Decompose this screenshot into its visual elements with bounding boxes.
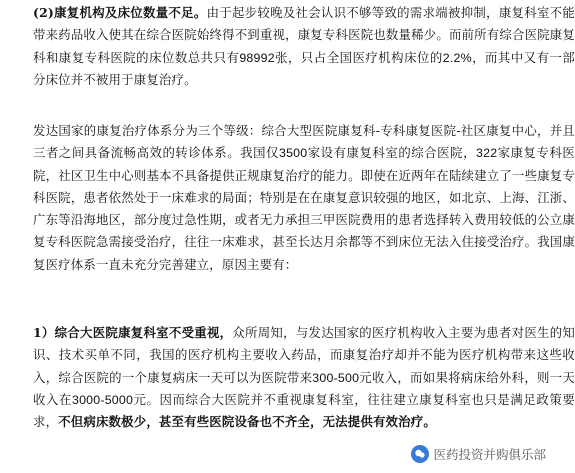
paragraph-text: 众所周知，与发达国家的医疗机构收入主要为患者对医生的知识、技术买单不同，我国的医疗机构主要收入药品，而康复治疗却并不能为医疗机构带来这些收入，综合医院的一个康复病床一天可以为医院带来 (33, 325, 575, 385)
surgery-revenue-number: 3000-5000 (72, 392, 134, 407)
paragraph-bed-shortage (8, 2, 575, 91)
watermark-label: 医药投资并购俱乐部 (433, 447, 546, 462)
paragraph-text: 家设有康复科室的综合医院， (307, 145, 477, 161)
hospital-count-number: 3500 (278, 146, 308, 161)
paragraph-text: 张，只占全国医疗机构床位的 (274, 49, 443, 65)
paragraph-text: 家康复专科医院，社区卫生中心则基本不具备提供正规康复治疗的能力。即使在近两年在陆续建立了一些康复专科医院，患者依然处于一床难求的局面；特别是在在康复意识较强的地区，如北京、上海、江浙、广东等沿海地区，部分度过急性期，或者无力承担三甲医院费用的患者选择转入费用较低的公立康复专科医院急需接受治疗，往往一床难求，甚至长达月余都等不到床位无法入住接受治疗。我国康复医疗体系一直未充分完善建立，原因主要有： (33, 145, 575, 272)
paragraph-text: ，而其中又有一部分床位并不被用于康复治疗。 (33, 49, 575, 87)
wechat-channel-icon (411, 445, 429, 463)
paragraph-heading: 1）综合大医院康复科室不受重视， (33, 325, 233, 340)
paragraph-general-hospital (8, 322, 575, 433)
paragraph-text: 由于起步较晚及社会认识不够等致的需求端被抑制，康复科室不能带来药品收入使其在综合医院始终得不到重视，康复专科医院也数量稀少。而前所有综合医院康复科和康复专科医院的床位数总共只有 (33, 5, 575, 65)
specialty-hospital-count-number: 322 (476, 146, 498, 161)
paragraph-bold-tail: 不但病床数极少，甚至有些医院设备也不齐全，无法提供有效治疗。 (58, 414, 436, 430)
paragraph-rehab-system (8, 120, 575, 276)
paragraph-text: 元。因而综合大医院并不重视康复科室，往往建立康复科室也只是满足政策要求， (33, 391, 575, 430)
paragraph-text: 元收入，而如果将病床给外科，则一天收入在 (33, 369, 575, 407)
rehab-revenue-number: 300-500 (312, 370, 360, 385)
paragraph-text: 发达国家的康复治疗体系分为三个等级：综合大型医院康复科-专科康复医院-社区康复中心，并且三者之间具备流畅高效的转诊体系。我国仅 (33, 123, 575, 161)
bed-share-number: 2.2% (442, 50, 472, 65)
bed-count-number: 98992 (239, 50, 275, 65)
paragraph-heading: (2)康复机构及床位数量不足。 (33, 5, 207, 20)
watermark (407, 443, 550, 465)
